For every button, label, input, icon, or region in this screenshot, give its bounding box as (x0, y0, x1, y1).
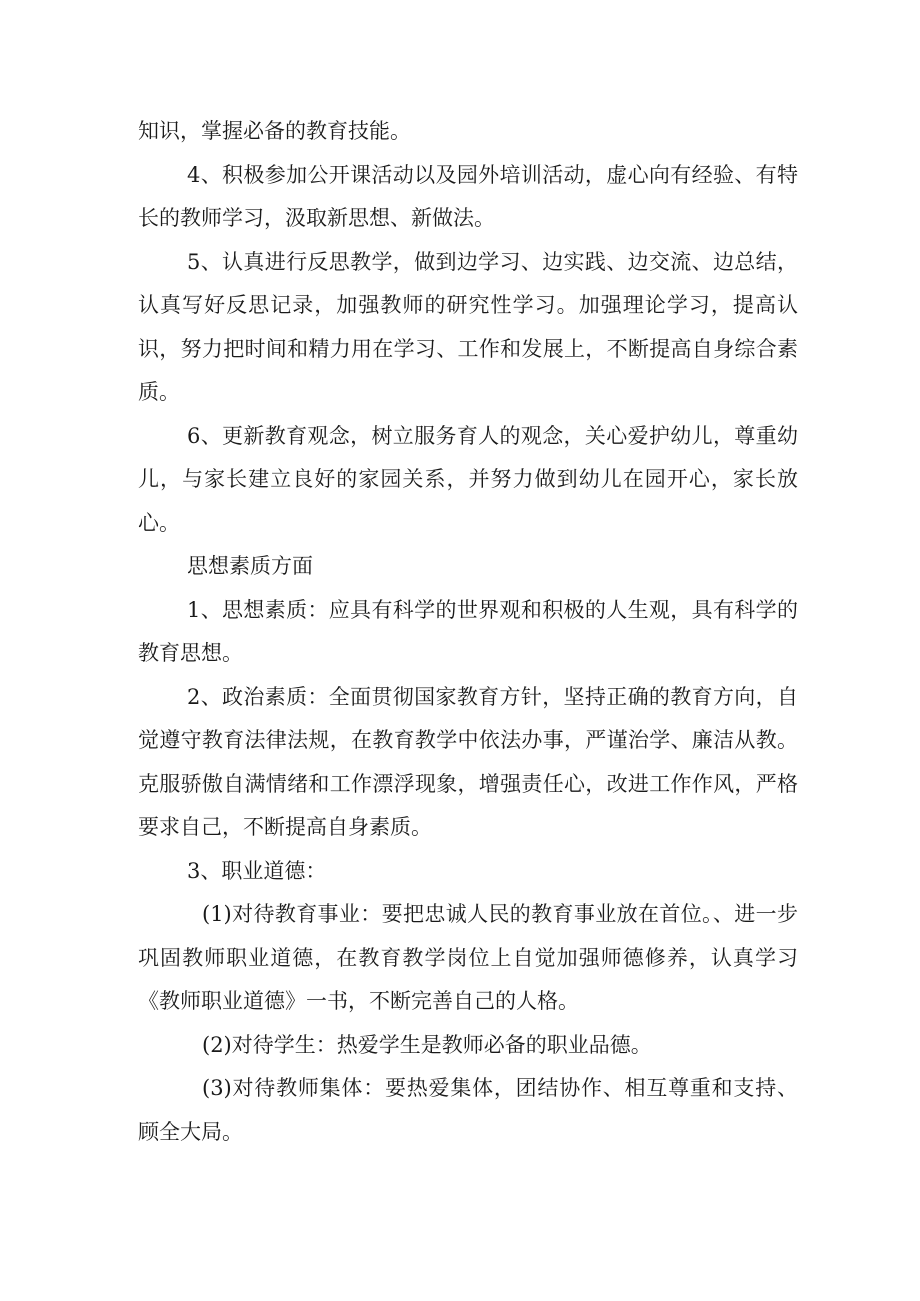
paragraph-political-quality: 2、政治素质：全面贯彻国家教育方针，坚持正确的教育方向，自觉遵守教育法律法规，在教育教学中依法办事，严谨治学、廉洁从教。克服骄傲自满情绪和工作漂浮现象，增强责任心，改进工作作风，严格要求自己，不断提高自身素质。 (138, 684, 798, 839)
paragraph-item-4: 4、积极参加公开课活动以及园外培训活动，虚心向有经验、有特长的教师学习，汲取新思想、新做法。 (138, 162, 798, 230)
paragraph-item-6: 6、更新教育观念，树立服务育人的观念，关心爱护幼儿，尊重幼儿，与家长建立良好的家园关系，并努力做到幼儿在园开心，家长放心。 (138, 423, 798, 535)
paragraph-sub-item-3: (3)对待教师集体：要热爱集体，团结协作、相互尊重和支持、顾全大局。 (138, 1076, 798, 1144)
paragraph-professional-ethics: 3、职业道德： (187, 858, 327, 883)
section-heading: 思想素质方面 (187, 554, 313, 578)
paragraph-sub-item-2: (2)对待学生：热爱学生是教师必备的职业品德。 (202, 1032, 652, 1057)
paragraph-sub-item-1: (1)对待教育事业：要把忠诚人民的教育事业放在首位。、进一步巩固教师职业道德，在教育教学岗位上自觉加强师德修养，认真学习《教师职业道德》一书，不断完善自己的人格。 (138, 902, 798, 1013)
paragraph-ideological-quality: 1、思想素质：应具有科学的世界观和积极的人生观，具有科学的教育思想。 (138, 597, 798, 665)
paragraph-item-5: 5、认真进行反思教学，做到边学习、边实践、边交流、边总结，认真写好反思记录，加强教师的研究性学习。加强理论学习，提高认识，努力把时间和精力用在学习、工作和发展上，不断提高自身综合素质。 (138, 249, 798, 404)
document-body (138, 110, 798, 1154)
paragraph-continuation: 知识，掌握必备的教育技能。 (138, 119, 411, 143)
